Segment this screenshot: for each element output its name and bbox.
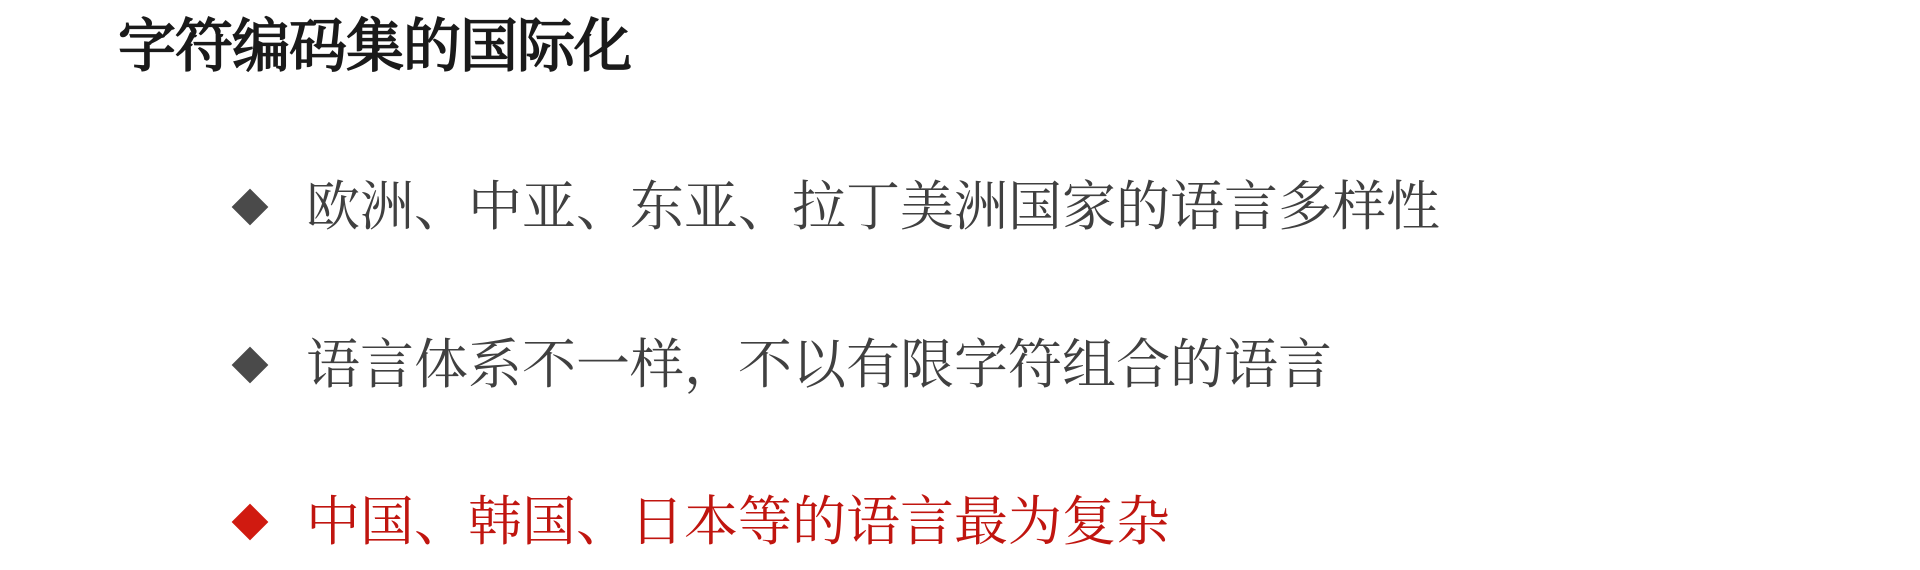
- bullet-text: 语言体系不一样，不以有限字符组合的语言: [306, 333, 1332, 396]
- slide-title: 字符编码集的国际化: [118, 12, 632, 80]
- diamond-bullet-icon: [232, 189, 268, 225]
- diamond-bullet-icon: [232, 504, 268, 540]
- bullet-item: [232, 330, 1332, 400]
- bullet-text: 欧洲、中亚、东亚、拉丁美洲国家的语言多样性: [306, 175, 1440, 238]
- diamond-bullet-icon: [232, 347, 268, 383]
- bullet-text: 中国、韩国、日本等的语言最为复杂: [306, 490, 1170, 553]
- bullet-item-highlighted: [232, 487, 1170, 557]
- bullet-item: [232, 172, 1440, 242]
